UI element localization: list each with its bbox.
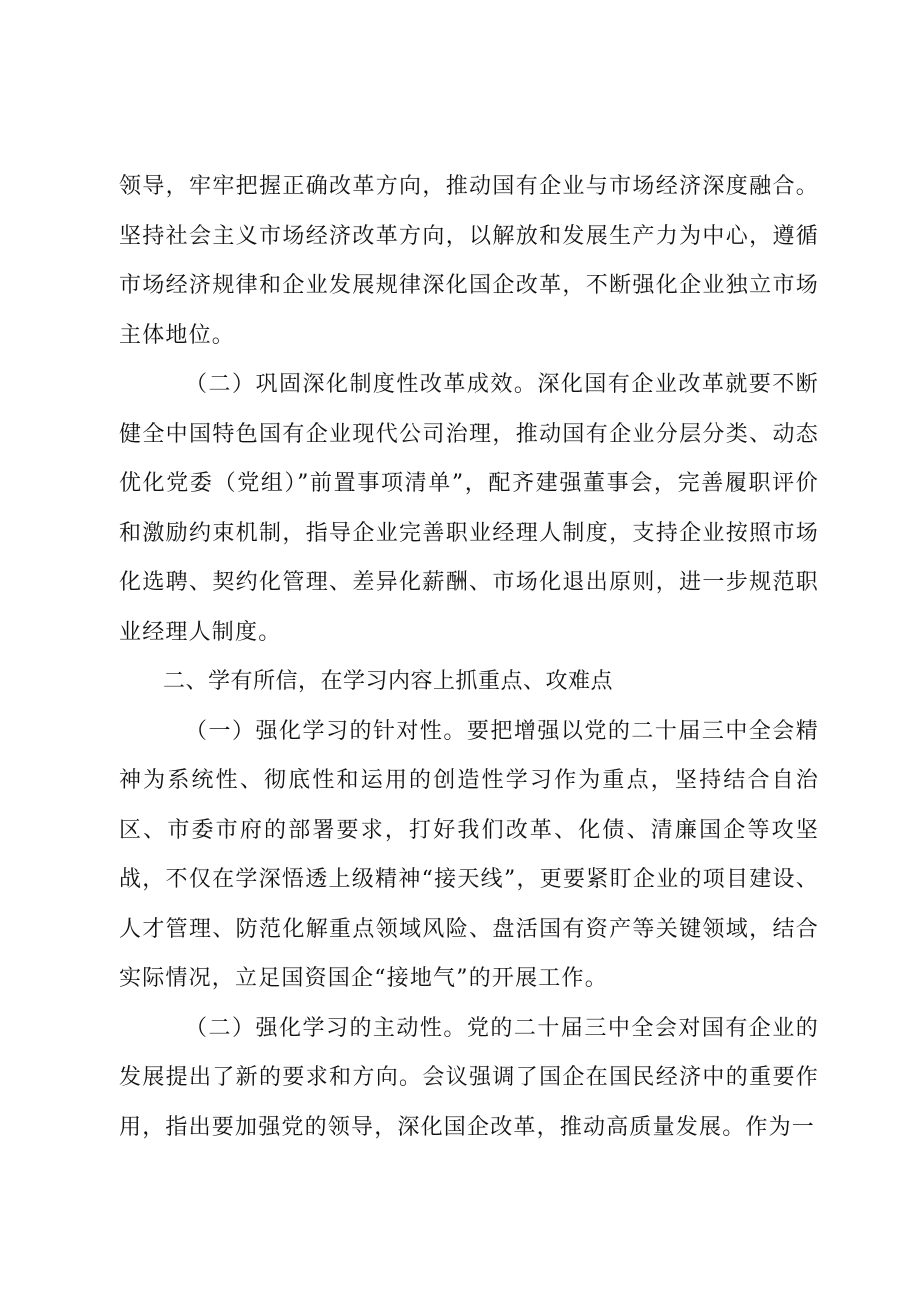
section-heading: 二、学有所信，在学习内容上抓重点、攻难点 [163, 669, 614, 694]
paragraph-1: 领导，牢牢把握正确改革方向，推动国有企业与市场经济深度融合。坚持社会主义市场经济改革方向，以解放和发展生产力为中心，遵循市场经济规律和企业发展规律深化国企改革，不断强化企业独立市场主体地位。 [119, 174, 819, 348]
document-body [119, 162, 819, 1152]
paragraph-2: （二）巩固深化制度性改革成效。深化国有企业改革就要不断健全中国特色国有企业现代公司治理，推动国有企业分层分类、动态优化党委（党组）”前置事项清单”，配齐建强董事会，完善履职评价和激励约束机制，指导企业完善职业经理人制度，支持企业按照市场化选聘、契约化管理、差异化薪酬、市场化退出原则，进一步规范职业经理人制度。 [119, 372, 819, 645]
paragraph-3: （一）强化学习的针对性。要把增强以党的二十届三中全会精神为系统性、彻底性和运用的创造性学习作为重点，坚持结合自治区、市委市府的部署要求，打好我们改革、化债、清廉国企等攻坚战，不仅在学深悟透上级精神“接天线”，更要紧盯企业的项目建设、人才管理、防范化解重点领域风险、盘活国有资产等关键领域，结合实际情况，立足国资国企“接地气”的开展工作。 [119, 718, 819, 991]
paragraph-4: （二）强化学习的主动性。党的二十届三中全会对国有企业的发展提出了新的要求和方向。会议强调了国企在国民经济中的重要作用，指出要加强党的领导，深化国企改革，推动高质量发展。作为一 [119, 1015, 819, 1140]
